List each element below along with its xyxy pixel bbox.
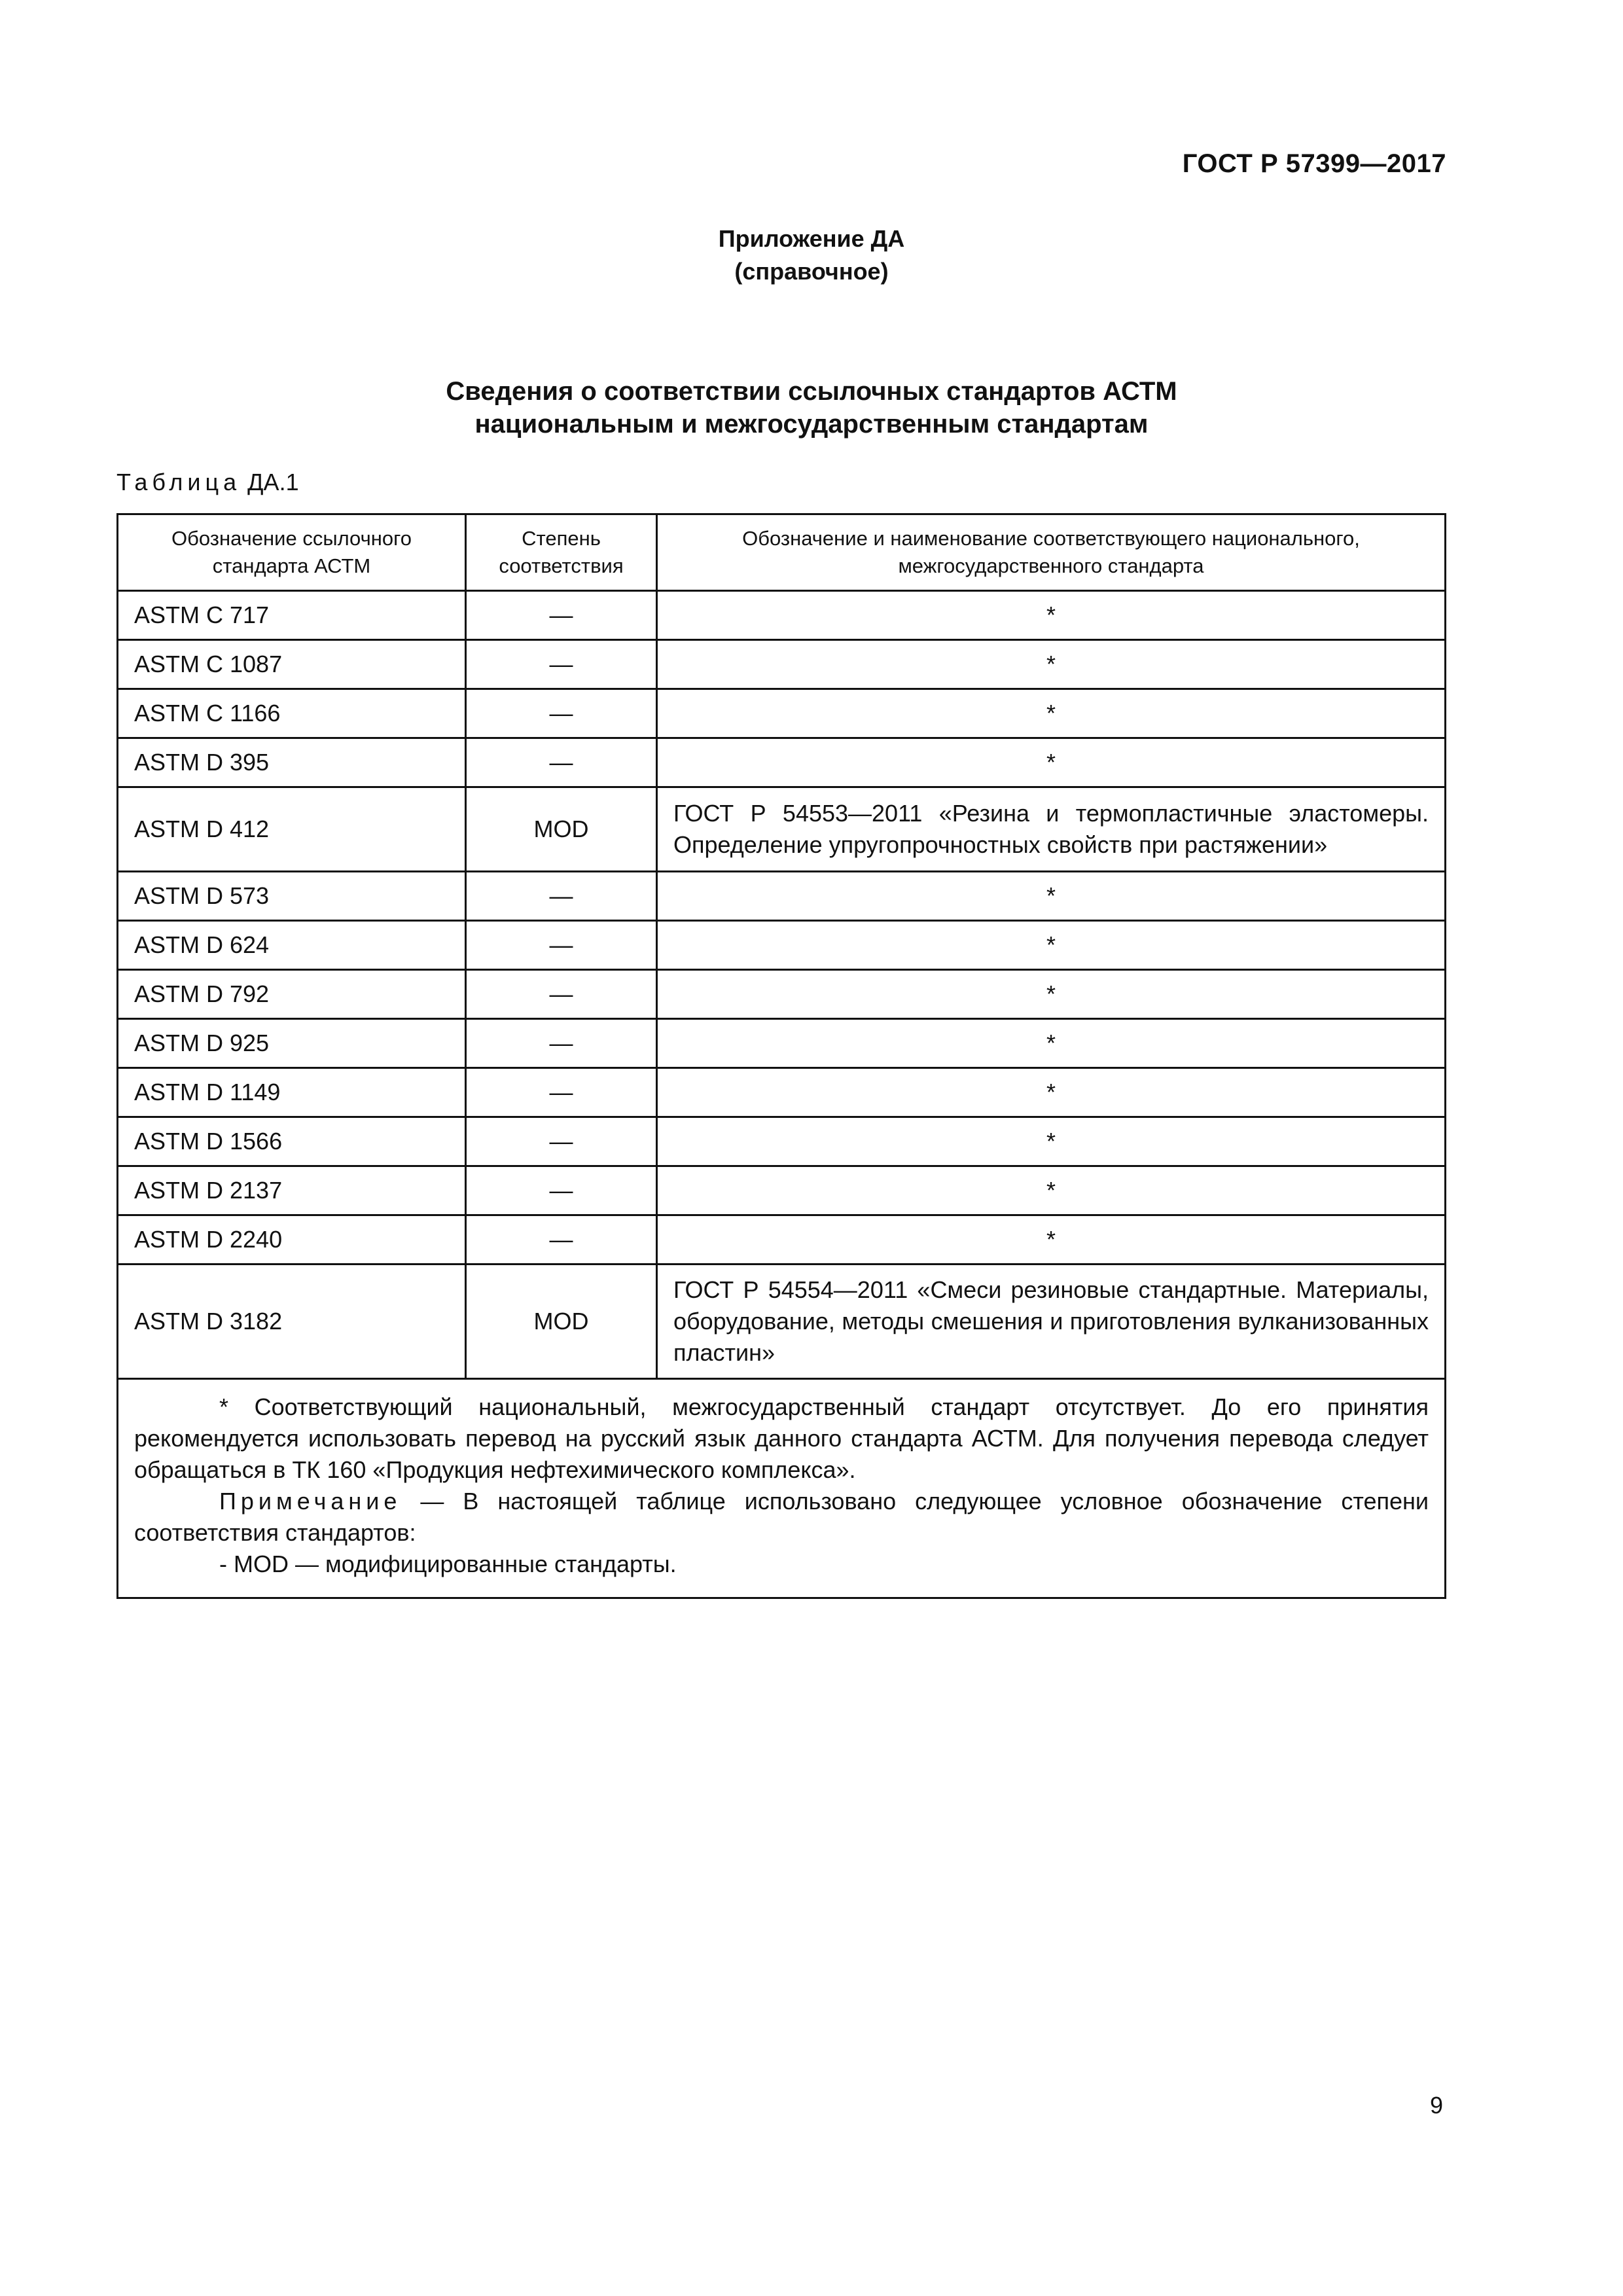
table-footnote-cell (118, 1379, 1446, 1598)
note-text: — В настоящей таблице использовано следующее условное обозначение степени соответствия стандартов: (134, 1488, 1429, 1546)
cell-degree: — (466, 738, 657, 787)
cell-standard: ASTM D 925 (118, 1019, 466, 1068)
note-label: Примечание (219, 1488, 402, 1515)
cell-degree: — (466, 1215, 657, 1265)
cell-degree: — (466, 1117, 657, 1166)
document-code: ГОСТ Р 57399—2017 (1182, 149, 1446, 178)
cell-document: * (657, 591, 1446, 640)
table-label-word: Таблица (116, 469, 241, 495)
page-number: 9 (1429, 2092, 1443, 2119)
cell-degree: — (466, 1068, 657, 1117)
table-row (118, 591, 1446, 640)
cell-degree: — (466, 689, 657, 738)
cell-standard: ASTM C 717 (118, 591, 466, 640)
cell-degree: — (466, 970, 657, 1019)
cell-document: ГОСТ Р 54554—2011 «Смеси резиновые стандартные. Материалы, оборудование, методы смешения и приготовления вулканизованных пластин» (657, 1265, 1446, 1379)
cell-standard: ASTM D 1149 (118, 1068, 466, 1117)
table-row (118, 872, 1446, 921)
cell-standard: ASTM D 2137 (118, 1166, 466, 1215)
table-row (118, 921, 1446, 970)
section-heading-line-1: Сведения о соответствии ссылочных стандартов АСТМ (446, 377, 1177, 406)
annex-kind: (справочное) (734, 258, 889, 285)
annex-title: Приложение ДА (718, 225, 905, 252)
cell-standard: ASTM D 3182 (118, 1265, 466, 1379)
cell-document: * (657, 1068, 1446, 1117)
table-row (118, 1265, 1446, 1379)
table-row (118, 738, 1446, 787)
table-footer-row (118, 1379, 1446, 1598)
table-header-row (118, 514, 1446, 591)
cell-degree: — (466, 921, 657, 970)
column-header-degree: Степень соответствия (466, 514, 657, 591)
cell-standard: ASTM D 2240 (118, 1215, 466, 1265)
cell-document: * (657, 1019, 1446, 1068)
cell-standard: ASTM D 573 (118, 872, 466, 921)
cell-degree: MOD (466, 787, 657, 872)
table-row (118, 970, 1446, 1019)
cell-degree: — (466, 640, 657, 689)
cell-degree: — (466, 872, 657, 921)
column-header-document: Обозначение и наименование соответствующего национального, межгосударственного стандарта (657, 514, 1446, 591)
section-heading-line-2: национальным и межгосударственным стандартам (474, 410, 1149, 439)
cell-standard: ASTM D 624 (118, 921, 466, 970)
cell-document: * (657, 1117, 1446, 1166)
cell-document: ГОСТ Р 54553—2011 «Резина и термопластичные эластомеры. Определение упругопрочностных свойств при растяжении» (657, 787, 1446, 872)
table-row (118, 1117, 1446, 1166)
cell-standard: ASTM D 412 (118, 787, 466, 872)
cell-standard: ASTM D 1566 (118, 1117, 466, 1166)
table-row (118, 1068, 1446, 1117)
table-row (118, 1215, 1446, 1265)
table-label-number: ДА.1 (247, 469, 299, 495)
cell-degree: — (466, 591, 657, 640)
cell-document: * (657, 970, 1446, 1019)
cell-document: * (657, 640, 1446, 689)
table-body (118, 591, 1446, 1598)
table-row (118, 689, 1446, 738)
cell-degree: — (466, 1019, 657, 1068)
table-row (118, 640, 1446, 689)
table-row (118, 1019, 1446, 1068)
table-row (118, 1166, 1446, 1215)
note-legend: - MOD — модифицированные стандарты. (219, 1551, 677, 1577)
cell-standard: ASTM D 395 (118, 738, 466, 787)
table-note (134, 1486, 1429, 1549)
cell-degree: MOD (466, 1265, 657, 1379)
cell-document: * (657, 738, 1446, 787)
cell-standard: ASTM D 792 (118, 970, 466, 1019)
cell-degree: — (466, 1166, 657, 1215)
column-header-standard: Обозначение ссылочного стандарта АСТМ (118, 514, 466, 591)
cell-document: * (657, 689, 1446, 738)
table-row (118, 787, 1446, 872)
table-label (116, 469, 299, 496)
cell-standard: ASTM C 1166 (118, 689, 466, 738)
cell-document: * (657, 1166, 1446, 1215)
cell-document: * (657, 921, 1446, 970)
cell-standard: ASTM C 1087 (118, 640, 466, 689)
table-footnote: * Соответствующий национальный, межгосударственный стандарт отсутствует. До его принятия рекомендуется использовать перевод на русский язык данного стандарта АСТМ. Для получения перевода следует обращаться в ТК 160 «Продукция нефтехимического комплекса». (134, 1393, 1429, 1483)
correspondence-table (116, 513, 1446, 1599)
cell-document: * (657, 1215, 1446, 1265)
cell-document: * (657, 872, 1446, 921)
